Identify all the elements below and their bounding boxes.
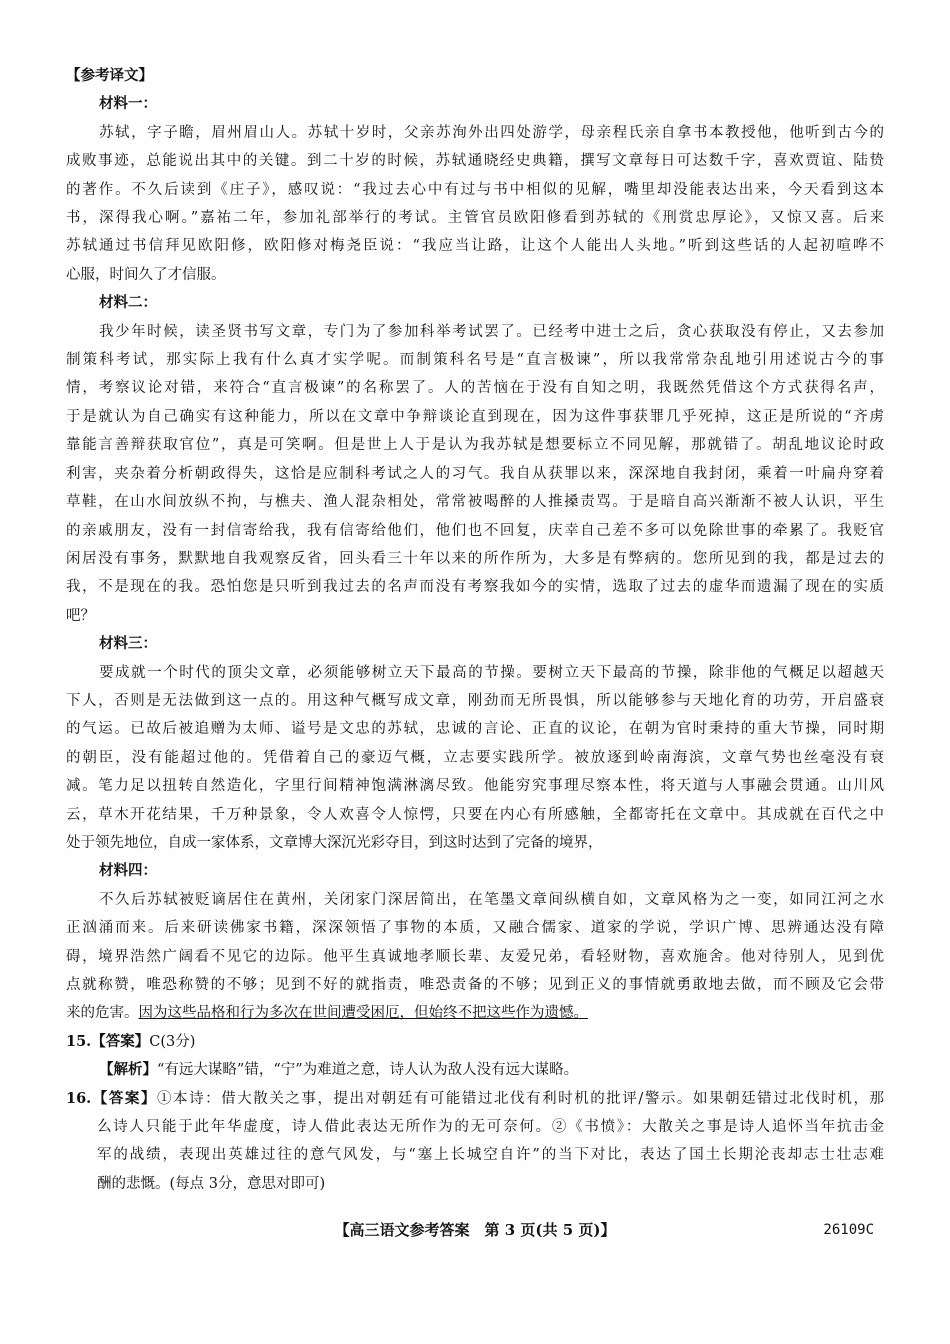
material-1-label: 材料一： bbox=[99, 95, 157, 113]
answer-line: 酬的悲慨。(每点 3分，意思对即可) bbox=[97, 1175, 326, 1192]
material-2-paragraph bbox=[66, 318, 884, 630]
material-2-label: 材料二： bbox=[99, 294, 157, 312]
question-number: 15. bbox=[66, 1032, 92, 1050]
material-3-label: 材料三： bbox=[99, 635, 157, 653]
paragraph-line: 苏轼通过书信拜见欧阳修，欧阳修对梅尧臣说：“我应当让路，让这个人能出人头地。”听到这些话的人起初喧哗不 bbox=[66, 238, 884, 255]
question-15-answer bbox=[66, 1028, 884, 1056]
question-16 bbox=[66, 1085, 884, 1199]
paragraph-line: 碍，境界浩然广阔看不见它的边际。他平生真诚地孝顺长辈、友爱兄弟，看轻财物，喜欢施舍。他对待别人，见到优 bbox=[66, 948, 884, 965]
document-body bbox=[66, 62, 884, 1198]
paragraph-line: 情，考察议论对错，来符合“直言极谏”的名称罢了。人的苦恼在于没有自知之明，我既然凭借这个方式获得名声， bbox=[66, 380, 884, 397]
material-4-label: 材料四： bbox=[99, 862, 157, 880]
paragraph-line: 云，草木开花结果，千万种景象，令人欢喜令人惊愕，只要在内心有所感触，全都寄托在文章中。其成就在百代之中 bbox=[66, 806, 884, 823]
paragraph-line: 的气运。已故后被追赠为太师、谥号是文忠的苏轼，忠诚的言论、正直的议论，在朝为官时秉持的重大节操，同时期 bbox=[66, 721, 884, 738]
paragraph-line: 草鞋，在山水间放纵不拘，与樵夫、渔人混杂相处，常常被喝醉的人推搡责骂。于是暗自高兴渐渐不被人认识，平生 bbox=[66, 494, 884, 511]
answer-text: ①本诗：借大散关之事，提出对朝廷有可能错过北伐有利时机的批评/警示。如果朝廷错过北伐时机，那 bbox=[156, 1090, 885, 1107]
material-1-paragraph bbox=[66, 119, 884, 289]
paragraph-line: 要成就一个时代的顶尖文章，必须能够树立天下最高的节操。要树立天下最高的节操，除非他的气概足以超越天 bbox=[99, 664, 884, 681]
paragraph-line: 点就称赞，唯恐称赞的不够；见到不好的就指责，唯恐责备的不够；见到正义的事情就勇敢地去做，而不顾及它会带 bbox=[66, 977, 884, 993]
material-3-paragraph bbox=[66, 659, 884, 858]
paragraph-line: 书，深得我心啊。”嘉祐二年，参加礼部举行的考试。主管官员欧阳修看到苏轼的《刑赏忠厚论》，又惊又喜。后来 bbox=[66, 210, 884, 227]
material-4-paragraph bbox=[66, 886, 884, 1028]
footer-exam-code: 26109C bbox=[823, 1222, 874, 1238]
paragraph-text: 来的危害。 bbox=[66, 1005, 139, 1022]
paragraph-line: 我少年时候，读圣贤书写文章，专门为了参加科举考试罢了。已经考中进士之后，贪心获取没有停止，又去参加 bbox=[99, 323, 884, 340]
answer-label: 【答案】 bbox=[91, 1089, 157, 1107]
paragraph-line: 的亲戚朋友，没有一封信寄给我，我有信寄给他们，他们也不回复，庆幸自己差不多可以免除世事的牵累了。我贬官 bbox=[66, 522, 884, 539]
analysis-text: “有远大谋略”错，“宁”为难道之意，诗人认为敌人没有远大谋略。 bbox=[157, 1062, 579, 1079]
paragraph-line: 于是就认为自己确实有这种能力，所以在文章中争辩谈论直到现在，因为这件事获罪几乎死掉，这正是所说的“齐虏 bbox=[66, 408, 884, 425]
question-15-analysis bbox=[66, 1056, 884, 1084]
translation-title: 【参考译文】 bbox=[66, 67, 153, 84]
paragraph-line: 不久后苏轼被贬谪居住在黄州，关闭家门深居简出，在笔墨文章间纵横自如，文章风格为之一变，如同江河之水 bbox=[99, 891, 884, 908]
paragraph-line: 减。笔力足以扭转自然造化，字里行间精神饱满淋漓尽致。他能穷究事理尽察本性，将天道与人事融会贯通。山川风 bbox=[66, 778, 884, 795]
analysis-label: 【解析】 bbox=[99, 1061, 157, 1079]
question-number: 16. bbox=[66, 1089, 92, 1107]
page-footer bbox=[0, 1216, 950, 1244]
question-16-answer bbox=[66, 1085, 884, 1113]
footer-page-label: 【高三语文参考答案 第 3 页(共 5 页)】 bbox=[334, 1221, 616, 1239]
answer-text: C(3分) bbox=[149, 1033, 196, 1050]
paragraph-line: 心服，时间久了才信服。 bbox=[66, 266, 226, 283]
paragraph-line: 靠能言善辩获取官位”，真是可笑啊。但是世上人于是认为我苏轼是想要标立不同见解，那就错了。胡乱地议论时政 bbox=[66, 437, 884, 454]
underlined-sentence: 因为这些品格和行为多次在世间遭受困厄，但始终不把这些作为遗憾。 bbox=[138, 1005, 588, 1022]
paragraph-line: 成败事迹，总能说出其中的关键。到二十岁的时候，苏轼通晓经史典籍，撰写文章每日可达数千字，喜欢贾谊、陆贽 bbox=[66, 153, 884, 170]
paragraph-line: 制策科考试，那实际上我有什么真才实学呢。而制策科名号是“直言极谏”，所以我常常杂乱地引用述说古今的事 bbox=[66, 352, 884, 369]
question-15 bbox=[66, 1028, 884, 1085]
paragraph-line: 吧？ bbox=[66, 607, 95, 624]
paragraph-line bbox=[66, 999, 884, 1027]
answer-line: 么诗人只能于此年华虚度，诗人借此表达无所作为的无可奈何。②《书愤》：大散关之事是诗人追怀当年抗击金 bbox=[97, 1119, 884, 1136]
answer-label: 【答案】 bbox=[91, 1032, 150, 1050]
paragraph-line: 正汹涌而来。后来研读佛家书籍，深深领悟了事物的本质，又融合儒家、道家的学说，学识广博、思辨通达没有障 bbox=[66, 920, 884, 937]
paragraph-line: 处于领先地位，自成一家体系，文章博大深沉光彩夺目，到这时达到了完备的境界， bbox=[66, 834, 603, 851]
paragraph-line: 的著作。不久后读到《庄子》，感叹说：“我过去心中有过与书中相似的见解，嘴里却没能表达出来，今天看到这本 bbox=[66, 181, 884, 198]
paragraph-line: 苏轼，字子瞻，眉州眉山人。苏轼十岁时，父亲苏洵外出四处游学，母亲程氏亲自拿书本教授他，他听到古今的 bbox=[99, 124, 884, 141]
paragraph-line: 的朝臣，没有能超过他的。凭借着自己的豪迈气概，立志要实践所学。被放逐到岭南海滨，文章气势也丝毫没有衰 bbox=[66, 749, 884, 766]
paragraph-line: 闲居没有事务，默默地自我观察反省，回头看三十年以来的所作所为，大多是有弊病的。您所见到的我，都是过去的 bbox=[66, 550, 884, 567]
answer-line: 军的战绩，表现出英雄过往的意气风发，与“塞上长城空自许”的当下对比，表达了国土长期沦丧却志士壮志难 bbox=[97, 1147, 884, 1164]
paragraph-line: 我，不是现在的我。恐怕您是只听到我过去的名声而没有考察我如今的实情，选取了过去的虚华而遗漏了现在的实质 bbox=[66, 579, 884, 596]
paragraph-line: 利害，夹杂着分析朝政得失，这恰是应制科考试之人的习气。我自从获罪以来，深深地自我封闭，乘着一叶扁舟穿着 bbox=[66, 465, 884, 482]
paragraph-line: 下人，否则是无法做到这一点的。用这种气概写成文章，刚劲而无所畏惧，所以能够参与天地化育的功劳，开启盛衰 bbox=[66, 692, 884, 709]
